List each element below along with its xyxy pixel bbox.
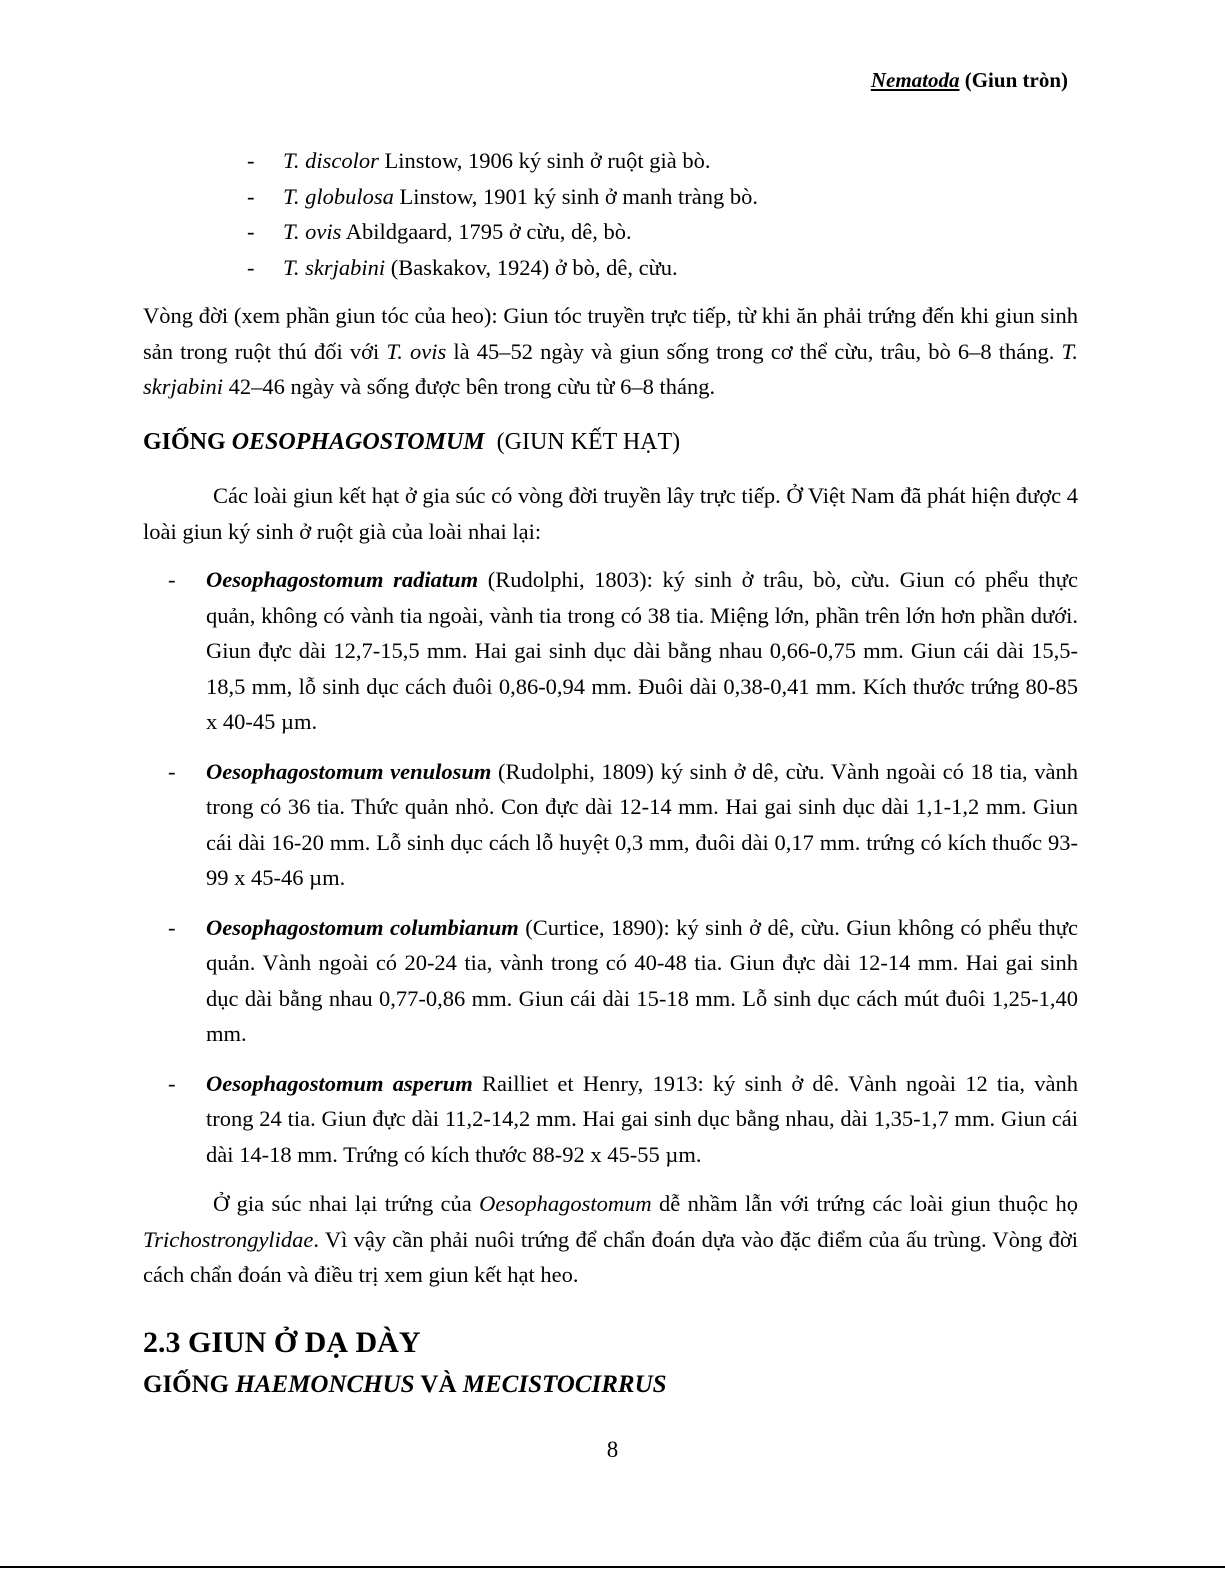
- page-content: [143, 143, 1078, 1405]
- header-rest: (Giun tròn): [959, 68, 1068, 92]
- list-dash: -: [168, 567, 176, 592]
- species-name: T. discolor: [283, 148, 379, 173]
- species-text: (Baskakov, 1924) ở bò, dê, cừu.: [385, 254, 678, 280]
- trichuris-species-list: [247, 143, 1078, 285]
- subsection-title: GIỐNG HAEMONCHUS VÀ MECISTOCIRRUS: [143, 1370, 667, 1398]
- header-italic: Nematoda: [870, 68, 960, 92]
- species-name: T. globulosa: [283, 183, 394, 209]
- species-name: Oesophagostomum columbianum: [206, 914, 519, 940]
- intro-paragraph: Các loài giun kết hạt ở gia súc có vòng đời truyền lây trực tiếp. Ở Việt Nam đã phát hiện được 4 loài giun ký sinh ở ruột già của loài nhai lại:: [143, 483, 1078, 544]
- list-dash: -: [168, 914, 176, 940]
- species-text: Linstow, 1906 ký sinh ở ruột già bò.: [378, 148, 711, 173]
- species-text: (Rudolphi, 1809) ký sinh ở dê, cừu. Vành ngoài có 18 tia, vành trong có 36 tia. Thức quản nhỏ. Con đực dài 12-14 mm. Hai gai sinh dục dài 1,1-1,2 mm. Giun cái dài 16-20 mm. Lỗ sinh dục cách lỗ huyệt 0,3 mm, đuôi dài 0,17 mm. trứng có kích thuốc 93-99 x 45-46 µm.: [206, 758, 1078, 890]
- note-paragraph: Ở gia súc nhai lại trứng của Oesophagostomum dễ nhầm lẫn với trứng các loài giun thuộc họ Trichostrongylidae. Vì vậy cần phải nuôi trứng để chẩn đoán dựa vào đặc điểm của ấu trùng. Vòng đời cách chẩn đoán và điều trị xem giun kết hạt heo.: [143, 1191, 1078, 1287]
- bottom-divider: [0, 1566, 1225, 1568]
- species-text: Linstow, 1901 ký sinh ở manh tràng bò.: [393, 183, 759, 209]
- list-item: [247, 143, 1078, 179]
- list-item: [247, 250, 1078, 286]
- list-dash: -: [168, 1070, 176, 1096]
- species-name: Oesophagostomum venulosum: [206, 758, 492, 784]
- section-title: 2.3 GIUN Ở DẠ DÀY: [143, 1325, 421, 1359]
- species-name: Oesophagostomum asperum: [206, 1070, 473, 1096]
- running-header: [871, 68, 1068, 93]
- page-number: 8: [606, 1437, 619, 1462]
- list-dash: -: [247, 254, 255, 280]
- list-item: [168, 1066, 1078, 1173]
- list-dash: -: [247, 148, 255, 173]
- list-item: [168, 562, 1078, 740]
- species-text: Abildgaard, 1795 ở cừu, dê, bò.: [341, 219, 632, 244]
- list-dash: -: [247, 219, 255, 244]
- species-text: (Rudolphi, 1803): ký sinh ở trâu, bò, cừu. Giun có phểu thực quản, không có vành tia ngoài, vành tia trong có 38 tia. Miệng lớn, phần trên lớn hơn phần dưới. Giun đực dài 12,7-15,5 mm. Hai gai sinh dục dài bằng nhau 0,66-0,75 mm. Giun cái dài 15,5-18,5 mm, lỗ sinh dục cách đuôi 0,86-0,94 mm. Đuôi dài 0,38-0,41 mm. Kích thước trứng 80-85 x 40-45 µm.: [206, 567, 1078, 734]
- genus-heading: GIỐNG OESOPHAGOSTOMUM (GIUN KẾT HẠT): [143, 428, 681, 455]
- lifecycle-paragraph: Vòng đời (xem phần giun tóc của heo): Giun tóc truyền trực tiếp, từ khi ăn phải trứng đến khi giun sinh sản trong ruột thú đối với T. ovis là 45–52 ngày và giun sống trong cơ thể cừu, trâu, bò 6–8 tháng. T. skrjabini 42–46 ngày và sống được bên trong cừu từ 6–8 tháng.: [143, 303, 1078, 399]
- list-item: [168, 910, 1078, 1052]
- oesophagostomum-species-list: [168, 562, 1078, 1172]
- species-name: T. ovis: [283, 219, 342, 244]
- species-name: Oesophagostomum radiatum: [206, 567, 479, 592]
- list-dash: -: [247, 183, 255, 209]
- species-text: (Curtice, 1890): ký sinh ở dê, cừu. Giun không có phểu thực quản. Vành ngoài có 20-24 tia, vành trong có 40-48 tia. Giun đực dài 12-14 mm. Hai gai sinh dục dài bằng nhau 0,77-0,86 mm. Giun cái dài 15-18 mm. Lỗ sinh dục cách mút đuôi 1,25-1,40 mm.: [206, 914, 1078, 1046]
- list-item: [247, 179, 1078, 215]
- list-item: [247, 214, 1078, 250]
- list-item: [168, 754, 1078, 896]
- list-dash: -: [168, 758, 176, 784]
- species-text: Railliet et Henry, 1913: ký sinh ở dê. Vành ngoài 12 tia, vành trong 24 tia. Giun đực dài 11,2-14,2 mm. Hai gai sinh dục bằng nhau, dài 1,35-1,7 mm. Giun cái dài 14-18 mm. Trứng có kích thước 88-92 x 45-55 µm.: [206, 1070, 1078, 1167]
- species-name: T. skrjabini: [283, 254, 386, 280]
